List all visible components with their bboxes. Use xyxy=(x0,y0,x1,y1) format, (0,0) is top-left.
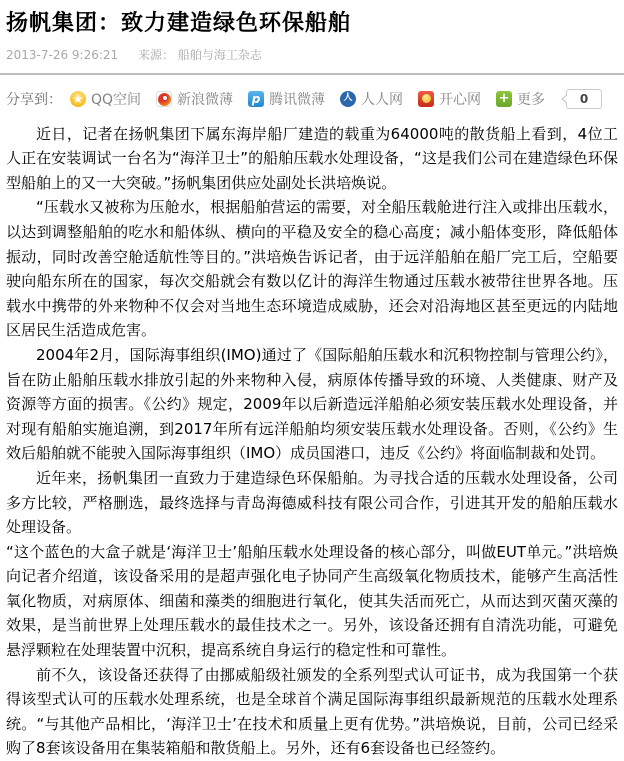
tencent-weibo-icon: p xyxy=(248,91,264,107)
article-paragraph: “这个蓝色的大盒子就是‘海洋卫士’船舶压载水处理设备的核心部分，叫做EUT单元。”洪培焕向记者介绍道，该设备采用的是超声强化电子协同产生高级氧化物质技术，能够产生高活性氧化物质，对病原体、细菌和藻类的细胞进行氧化，使其失活而死亡，从而达到灭菌灭藻的效果，是当前世界上处理压载水的最佳技术之一。另外，该设备还拥有自清洗功能，可避免悬浮颗粒在处理装置中沉积，提高系统自身运行的稳定性和可靠性。 xyxy=(6,542,618,660)
article-paragraph: “压载水又被称为压舱水，根据船舶营运的需要，对全船压载舱进行注入或排出压载水，以达到调整船舶的吃水和船体纵、横向的平稳及安全的稳心高度；减小船体变形，降低船体振动，同时改善空舱适航性等目的。”洪培焕告诉记者，由于远洋船舶在船厂完工后，空船要驶向船东所在的国家，每次交船就会有数以亿计的海洋生物通过压载水被带往世界各地。压载水中携带的外来物种不仅会对当地生态环境造成威胁，还会对沿海地区甚至更远的内陆地区居民生活造成危害。 xyxy=(6,198,618,340)
divider xyxy=(0,73,624,75)
publish-datetime: 2013-7-26 9:26:21 xyxy=(6,47,119,62)
article-body xyxy=(6,122,618,761)
share-item-tencent-weibo[interactable] xyxy=(248,89,325,109)
share-bar xyxy=(6,88,618,110)
share-item-sina-weibo[interactable] xyxy=(156,89,233,109)
sina-weibo-icon xyxy=(156,91,172,107)
share-count-badge[interactable]: 0 xyxy=(566,89,602,109)
source-label: 来源： xyxy=(138,47,175,62)
source-name: 船舶与海工杂志 xyxy=(177,47,262,62)
more-share-icon: + xyxy=(496,91,512,107)
page-title: 扬帆集团：致力建造绿色环保船舶 xyxy=(6,11,352,36)
share-item-label: 人人网 xyxy=(361,91,404,108)
share-item-label: 腾讯微薄 xyxy=(269,91,326,108)
article-paragraph: 近日，记者在扬帆集团下属东海岸船厂建造的载重为64000吨的散货船上看到，4位工人正在安装调试一台名为“海洋卫士”的船舶压载水处理设备，“这是我们公司在建造绿色环保型船舶上的又一大突破。”扬帆集团供应处副处长洪培焕说。 xyxy=(6,124,618,192)
share-item-label: 新浪微薄 xyxy=(177,91,234,108)
share-item-label: QQ空间 xyxy=(91,91,142,108)
share-item-label: 更多 xyxy=(517,91,546,108)
qzone-icon: ★ xyxy=(70,91,86,107)
article-page xyxy=(0,10,624,761)
share-item-label: 开心网 xyxy=(439,91,482,108)
share-to-label: 分享到： xyxy=(6,91,62,108)
share-item-more[interactable] xyxy=(496,89,545,109)
kaixin-icon xyxy=(418,91,434,107)
article-meta xyxy=(6,46,618,63)
share-item-kaixin[interactable] xyxy=(418,89,481,109)
share-item-renren[interactable] xyxy=(340,89,403,109)
share-item-qzone[interactable] xyxy=(70,89,141,109)
article-paragraph: 前不久，该设备还获得了由挪威船级社颁发的全系列型式认可证书，成为我国第一个获得该型式认可的压载水处理系统，也是全球首个满足国际海事组织最新规范的压载水处理系统。“与其他产品相比，‘海洋卫士’在技术和质量上更有优势。”洪培焕说，目前，公司已经采购了8套该设备用在集装箱船和散货船上。另外，还有6套设备也已经签约。 xyxy=(6,665,618,758)
article-paragraph: 2004年2月，国际海事组织(IMO)通过了《国际船舶压载水和沉积物控制与管理公约》，旨在防止船舶压载水排放引起的外来物种入侵，病原体传播导致的环境、人类健康、财产及资源等方面的损害。《公约》规定，2009年以后新造远洋船舶必须安装压载水处理设备，并对现有船舶实施追溯，到2017年所有远洋船舶均须安装压载水处理设备。否则，《公约》生效后船舶就不能驶入国际海事组织（IMO）成员国港口，违反《公约》将面临制裁和处罚。 xyxy=(6,345,618,463)
article-paragraph: 近年来，扬帆集团一直致力于建造绿色环保船舶。为寻找合适的压载水处理设备，公司多方比较，严格删选，最终选择与青岛海德威科技有限公司合作，引进其开发的船舶压载水处理设备。 xyxy=(6,468,618,537)
renren-icon: 人 xyxy=(340,91,356,107)
